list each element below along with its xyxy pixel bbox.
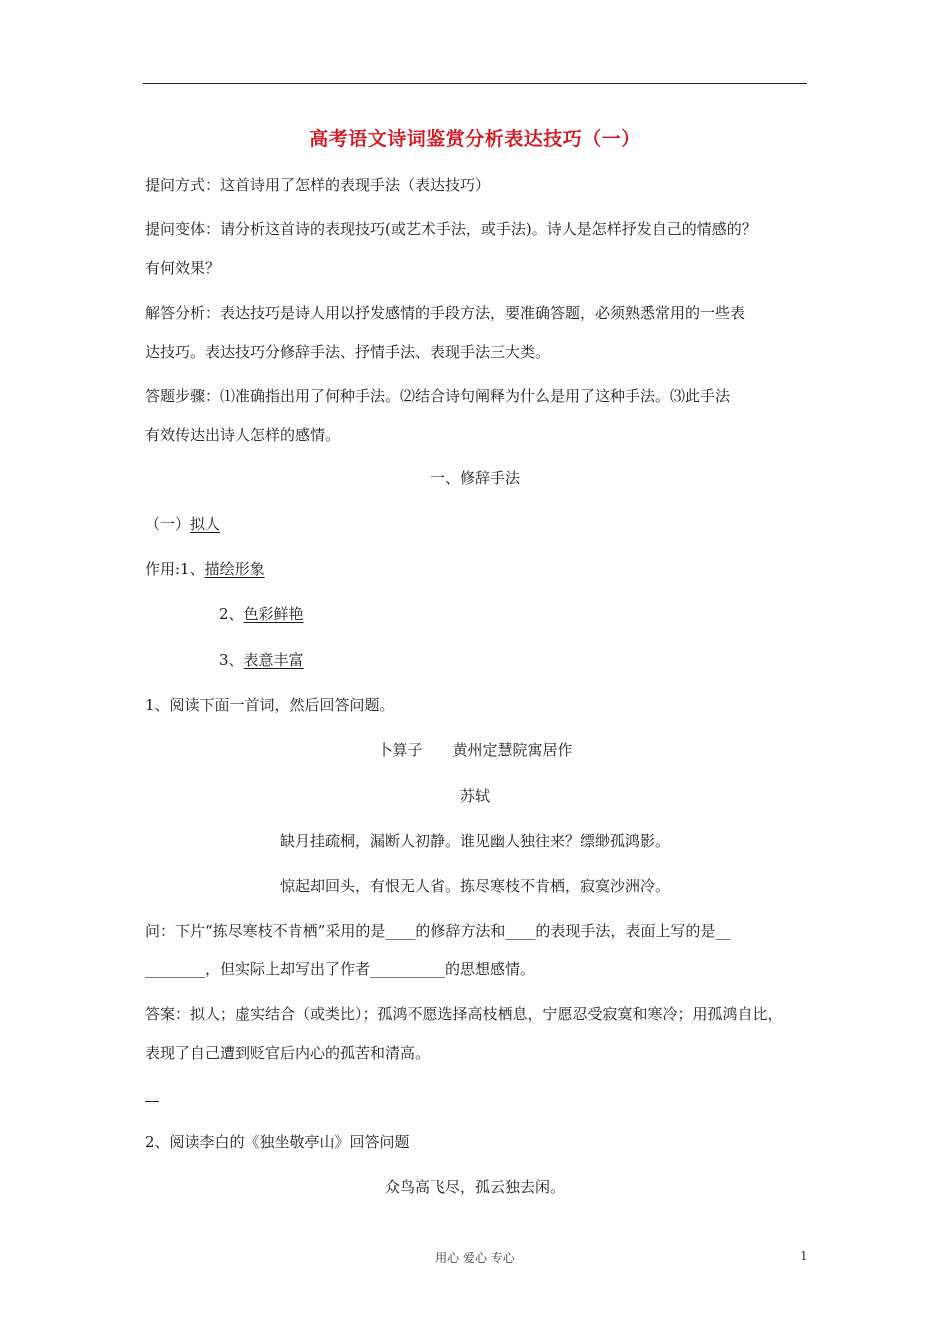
answer1-line2: 表现了自己遭到贬官后内心的孤苦和清高。 bbox=[145, 1044, 431, 1062]
steps-line1: 答题步骤：⑴准确指出用了何种手法。⑵结合诗句阐释为什么是用了这种手法。⑶此手法 bbox=[145, 387, 731, 405]
subsection-name: 拟人 bbox=[190, 515, 221, 533]
question1-line2: ________，但实际上却写出了作者__________的思想感情。 bbox=[145, 960, 536, 978]
section-heading: 一、修辞手法 bbox=[429, 469, 520, 487]
question-way: 提问方式：这首诗用了怎样的表现手法（表达技巧） bbox=[145, 176, 491, 194]
effect-item-3 bbox=[219, 650, 304, 670]
effect-3-text: 表意丰富 bbox=[243, 651, 304, 669]
answer1-line1: 答案：拟人；虚实结合（或类比）；孤鸿不愿选择高枝栖息，宁愿忍受寂寞和寒冷；用孤鸿自比， bbox=[145, 1005, 783, 1023]
poem1-line2: 惊起却回头，有恨无人省。拣尽寒枝不肯栖，寂寞沙洲冷。 bbox=[279, 877, 670, 895]
effect-prefix: 作用:1、 bbox=[145, 560, 205, 578]
steps-line2: 有效传达出诗人怎样的感情。 bbox=[145, 426, 341, 444]
effect-2-prefix: 2、 bbox=[219, 605, 244, 623]
exercise2-intro: 2、阅读李白的《独坐敬亭山》回答问题 bbox=[145, 1133, 410, 1151]
question-variant-line2: 有何效果？ bbox=[145, 259, 221, 277]
analysis-line2: 达技巧。表达技巧分修辞手法、抒情手法、表现手法三大类。 bbox=[145, 343, 551, 361]
effect-3-prefix: 3、 bbox=[219, 651, 244, 669]
effect-item-2 bbox=[219, 604, 304, 624]
question-variant-line1: 提问变体：请分析这首诗的表现技巧(或艺术手法，或手法)。诗人是怎样抒发自己的情感的？ bbox=[145, 220, 757, 238]
poem1-author: 苏轼 bbox=[459, 787, 490, 805]
divider-mark bbox=[145, 1101, 159, 1102]
poem1-title: 卜算子 黄州定慧院寓居作 bbox=[377, 741, 573, 759]
exercise1-intro: 1、阅读下面一首词，然后回答问题。 bbox=[145, 696, 395, 714]
analysis-line1: 解答分析：表达技巧是诗人用以抒发感情的手段方法，要准确答题，必须熟悉常用的一些表 bbox=[145, 304, 746, 322]
subsection-heading bbox=[145, 514, 220, 534]
document-title: 高考语文诗词鉴赏分析表达技巧（一） bbox=[309, 128, 641, 150]
effect-2-text: 色彩鲜艳 bbox=[243, 605, 304, 623]
footer-motto: 用心 爱心 专心 bbox=[435, 1251, 515, 1265]
effect-1-text: 描绘形象 bbox=[204, 560, 265, 578]
poem1-line1: 缺月挂疏桐，漏断人初静。谁见幽人独往来？缥缈孤鸿影。 bbox=[279, 832, 670, 850]
page-number: 1 bbox=[800, 1249, 808, 1263]
subsection-prefix: （一） bbox=[145, 515, 191, 533]
header-rule bbox=[143, 83, 807, 84]
effect-item-1 bbox=[145, 559, 265, 579]
poem2-line1: 众鸟高飞尽，孤云独去闲。 bbox=[384, 1178, 565, 1196]
question1-line1: 问：下片“拣尽寒枝不肯栖”采用的是____的修辞方法和____的表现手法，表面上写的是__ bbox=[145, 922, 731, 940]
